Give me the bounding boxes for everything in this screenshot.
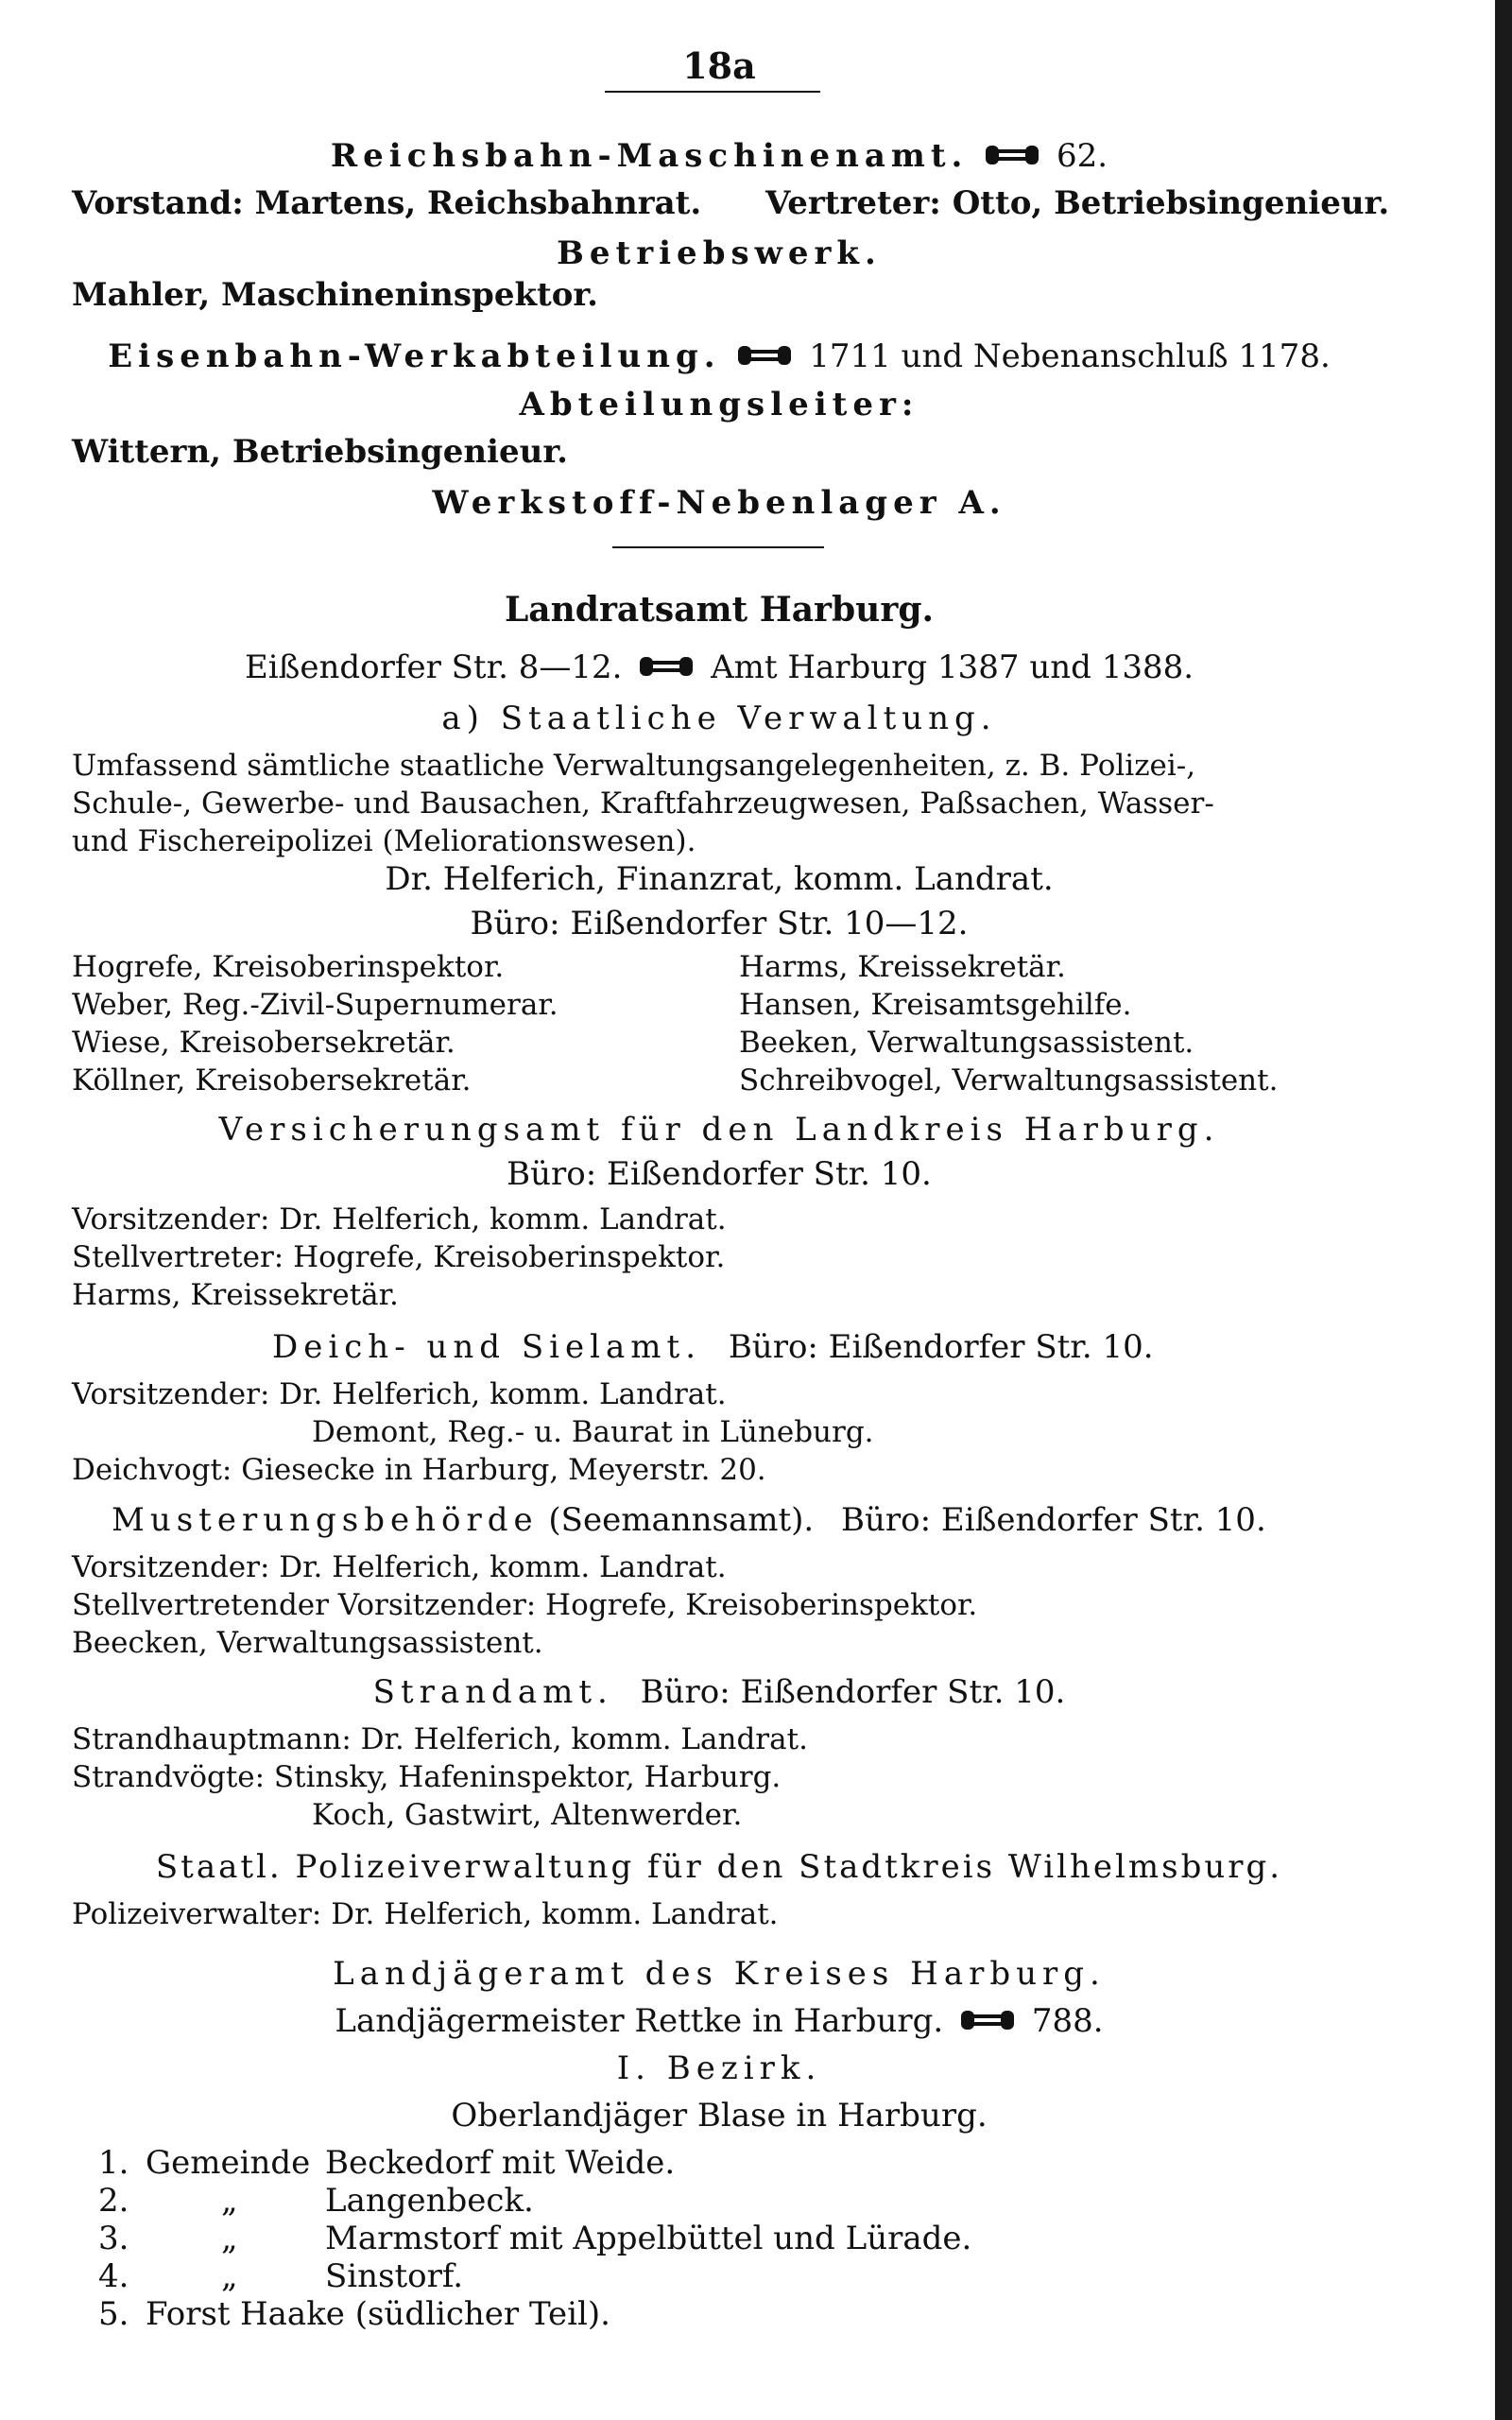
polizei-title: Staatl. Polizeiverwaltung für den Stadtkreis Wilhelmsburg. <box>155 1848 1283 1886</box>
abteilungsleiter-heading: Abteilungsleiter: <box>519 386 919 424</box>
reichsbahn-heading <box>0 137 1438 179</box>
list-item-number: 3. <box>98 2220 129 2257</box>
list-item-text: Sinstorf. <box>325 2257 464 2295</box>
list-item-prefix: „ <box>221 2220 238 2257</box>
staff-left-item: Wiese, Kreisobersekretär. <box>72 1026 455 1060</box>
strand-line-1: Strandhauptmann: Dr. Helferich, komm. Landrat. <box>72 1722 808 1756</box>
page-edge-shadow <box>1495 0 1512 2420</box>
oberlandjaeger-line: Oberlandjäger Blase in Harburg. <box>451 2097 988 2135</box>
landratsamt-buero: Büro: Eißendorfer Str. 10—12. <box>470 905 969 942</box>
list-item-number: 2. <box>98 2182 129 2220</box>
landratsamt-title: Landratsamt Harburg. <box>504 590 935 630</box>
musterung-subtitle: (Seemannsamt). <box>548 1501 815 1539</box>
landratsamt-phone: Amt Harburg 1387 und 1388. <box>711 648 1194 686</box>
list-item-prefix: Forst <box>146 2295 231 2333</box>
landratsamt-head: Dr. Helferich, Finanzrat, komm. Landrat. <box>385 860 1054 898</box>
list-item-text: Beckedorf mit Weide. <box>325 2144 676 2182</box>
musterung-line-2: Stellvertretender Vorsitzender: Hogrefe, Kreisoberinspektor. <box>72 1588 978 1622</box>
musterung-title: Musterungsbehörde <box>112 1501 539 1539</box>
page-number: 18a <box>682 44 756 87</box>
strand-line-3: Koch, Gastwirt, Altenwerder. <box>312 1798 743 1832</box>
staff-right-item: Harms, Kreissekretär. <box>739 950 1066 984</box>
bezirk-heading: I. Bezirk. <box>616 2049 822 2087</box>
staff-right-item: Hansen, Kreisamtsgehilfe. <box>739 988 1132 1022</box>
eisenbahn-phone: 1711 und Nebenanschluß 1178. <box>809 337 1331 375</box>
landjaeger-meister-line <box>0 2002 1438 2044</box>
eisenbahn-heading <box>0 337 1438 379</box>
polizei-line-1: Polizeiverwalter: Dr. Helferich, komm. Landrat. <box>72 1897 779 1931</box>
landratsamt-desc-2: Schule-, Gewerbe- und Bausachen, Kraftfahrzeugwesen, Paßsachen, Wasser- <box>72 786 1214 821</box>
landratsamt-address: Eißendorfer Str. 8—12. <box>244 648 623 686</box>
list-item-prefix: „ <box>221 2257 238 2295</box>
versicherungsamt-buero: Büro: Eißendorfer Str. 10. <box>507 1155 932 1193</box>
list-item-prefix: „ <box>221 2182 238 2220</box>
landratsamt-desc-1: Umfassend sämtliche staatliche Verwaltungsangelegenheiten, z. B. Polizei-, <box>72 749 1196 783</box>
musterung-buero: Büro: Eißendorfer Str. 10. <box>841 1501 1266 1539</box>
eisenbahn-title: Eisenbahn-Werkabteilung. <box>108 337 721 375</box>
list-item-number: 4. <box>98 2257 129 2295</box>
section-rule <box>612 546 824 548</box>
list-item-number: 1. <box>98 2144 129 2182</box>
deich-line-1: Vorsitzender: Dr. Helferich, komm. Landrat. <box>72 1377 727 1411</box>
deich-heading <box>272 1328 1154 1366</box>
musterung-heading <box>112 1501 1266 1539</box>
musterung-line-3: Beecken, Verwaltungsassistent. <box>72 1626 543 1660</box>
list-item <box>98 2220 971 2257</box>
staatliche-verwaltung-heading: a) Staatliche Verwaltung. <box>441 700 997 737</box>
versicherungsamt-line-3: Harms, Kreissekretär. <box>72 1278 399 1312</box>
reichsbahn-vertreter: Vertreter: Otto, Betriebsingenieur. <box>765 184 1390 222</box>
staff-right-item: Schreibvogel, Verwaltungsassistent. <box>739 1063 1279 1098</box>
list-item-text: Langenbeck. <box>325 2182 534 2220</box>
list-item <box>98 2182 534 2220</box>
landjaeger-title: Landjägeramt des Kreises Harburg. <box>333 1955 1106 1993</box>
staff-right-item: Beeken, Verwaltungsassistent. <box>739 1026 1194 1060</box>
wittern-line: Wittern, Betriebsingenieur. <box>72 433 568 471</box>
telephone-icon <box>738 337 791 375</box>
list-item <box>98 2257 463 2295</box>
landjaeger-meister: Landjägermeister Rettke in Harburg. <box>335 2002 944 2040</box>
landratsamt-desc-3: und Fischereipolizei (Meliorationswesen). <box>72 824 696 858</box>
versicherungsamt-line-1: Vorsitzender: Dr. Helferich, komm. Landrat. <box>72 1202 727 1236</box>
telephone-icon <box>986 137 1039 175</box>
landratsamt-address-line <box>0 648 1438 690</box>
strand-heading <box>0 1673 1438 1711</box>
musterung-line-1: Vorsitzender: Dr. Helferich, komm. Landrat. <box>72 1550 727 1584</box>
strand-line-2: Strandvögte: Stinsky, Hafeninspektor, Harburg. <box>72 1760 782 1794</box>
telephone-icon <box>640 648 693 686</box>
list-item <box>98 2295 610 2333</box>
strand-buero: Büro: Eißendorfer Str. 10. <box>640 1673 1066 1711</box>
list-item-text: Haake (südlicher Teil). <box>240 2295 610 2333</box>
deich-line-2: Demont, Reg.- u. Baurat in Lüneburg. <box>312 1415 874 1449</box>
staff-left-item: Weber, Reg.-Zivil-Supernumerar. <box>72 988 558 1022</box>
list-item <box>98 2144 675 2182</box>
mahler-line: Mahler, Maschineninspektor. <box>72 276 599 314</box>
deich-line-3: Deichvogt: Giesecke in Harburg, Meyerstr. 20. <box>72 1453 766 1487</box>
strand-title: Strandamt. <box>372 1673 613 1711</box>
list-item-text: Marmstorf mit Appelbüttel und Lürade. <box>325 2220 972 2257</box>
staff-left-item: Hogrefe, Kreisoberinspektor. <box>72 950 505 984</box>
header-rule <box>605 91 820 93</box>
deich-buero: Büro: Eißendorfer Str. 10. <box>728 1328 1154 1366</box>
reichsbahn-phone: 62. <box>1057 137 1108 175</box>
deich-title: Deich- und Sielamt. <box>272 1328 701 1366</box>
versicherungsamt-line-2: Stellvertreter: Hogrefe, Kreisoberinspektor. <box>72 1240 726 1274</box>
list-item-number: 5. <box>98 2295 129 2333</box>
staff-left-item: Köllner, Kreisobersekretär. <box>72 1063 472 1098</box>
landjaeger-phone: 788. <box>1031 2002 1104 2040</box>
list-item-prefix: Gemeinde <box>146 2144 311 2182</box>
reichsbahn-title: Reichsbahn-Maschinenamt. <box>330 137 969 175</box>
betriebswerk-heading: Betriebswerk. <box>557 234 882 272</box>
telephone-icon <box>961 2002 1014 2040</box>
werkstoff-heading: Werkstoff-Nebenlager A. <box>432 484 1006 522</box>
versicherungsamt-title: Versicherungsamt für den Landkreis Harburg. <box>218 1111 1220 1149</box>
reichsbahn-vorstand: Vorstand: Martens, Reichsbahnrat. <box>72 184 702 222</box>
